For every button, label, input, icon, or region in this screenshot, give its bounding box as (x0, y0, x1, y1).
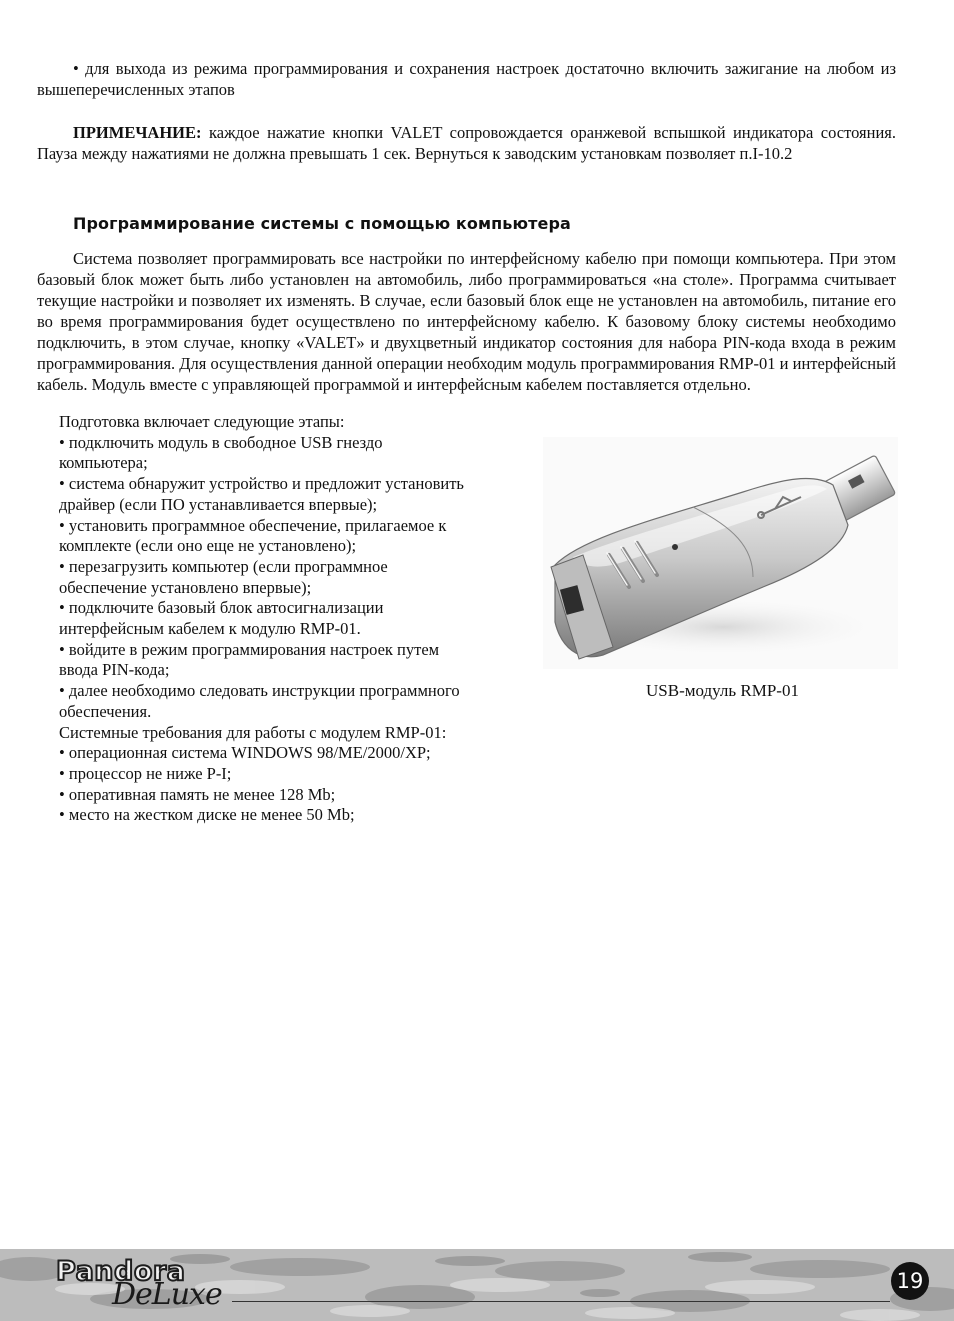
list-item: компьютера; (59, 453, 148, 473)
requirements-intro: Системные требования для работы с модулем RMP-01: (59, 722, 447, 742)
list-item: • далее необходимо следовать инструкции программного (59, 681, 460, 701)
note-label: ПРИМЕЧАНИЕ: (73, 123, 202, 142)
list-item: обеспечение установлено впервые); (59, 577, 312, 597)
list-item: • место на жестком диске не менее 50 Mb; (59, 805, 355, 825)
note-text: каждое нажатие кнопки VALET сопровождается оранжевой вспышкой индикатора состояния. Пауза между нажатиями не должна превышать 1 сек. Вернуться к заводским установкам позволяет п.I-10.2 (37, 123, 896, 163)
section-paragraph: Система позволяет программировать все настройки по интерфейсному кабелю при помощи компьютера. При этом базовый блок может быть либо установлен на автомобиль, либо программироваться «на столе». Программа считывает текущие настройки и позволяет их изменять. В случае, если базовый блок еще не установлен на автомобиль, питание его во время программирования будет осуществлено по интерфейсному кабелю. К базовому блоку системы необходимо подключить, в этом случае, кнопку «VALET» и двухцветный индикатор состояния для набора PIN-кода входа в режим программирования. Для осуществления данной операции необходим модуль программирования RMP-01 и интерфейсный кабель. Модуль вместе с управляющей программой и интерфейсным кабелем поставляется отдельно. (37, 249, 896, 394)
list-item: драйвер (если ПО устанавливается впервые); (59, 494, 378, 514)
usb-module-image (543, 437, 898, 669)
list-item: • система обнаружит устройство и предложит установить (59, 474, 464, 494)
exit-bullet: • для выхода из режима программирования и сохранения настроек достаточно включить зажигание на любом из вышеперечисленных этапов (37, 59, 896, 99)
prep-list (59, 412, 529, 826)
list-item: • процессор не ниже P-I; (59, 763, 232, 783)
prep-intro: Подготовка включает следующие этапы: (59, 412, 345, 431)
figure-caption: USB-модуль RMP-01 (646, 681, 799, 700)
brand-logo: Pandora (56, 1256, 186, 1287)
note-paragraph (37, 122, 896, 164)
list-item: ввода PIN-кода; (59, 660, 170, 680)
footer-divider (232, 1301, 890, 1302)
brand-logo-subtitle: DeLuxe (112, 1277, 222, 1312)
list-item: • оперативная память не менее 128 Mb; (59, 784, 336, 804)
list-item: • подключить модуль в свободное USB гнездо (59, 432, 383, 452)
list-item: интерфейсным кабелем к модулю RMP-01. (59, 619, 361, 639)
list-item: • войдите в режим программирования настроек путем (59, 639, 440, 659)
list-item: • операционная система WINDOWS 98/ME/2000/XP; (59, 743, 431, 763)
section-heading: Программирование системы с помощью компьютера (73, 214, 571, 233)
list-item: • установить программное обеспечение, прилагаемое к (59, 515, 447, 535)
list-item: • подключите базовый блок автосигнализации (59, 598, 384, 618)
list-item: комплекте (если оно еще не установлено); (59, 536, 357, 556)
list-item: обеспечения. (59, 701, 152, 721)
page-number: 19 (891, 1262, 929, 1300)
list-item: • перезагрузить компьютер (если программное (59, 556, 388, 576)
